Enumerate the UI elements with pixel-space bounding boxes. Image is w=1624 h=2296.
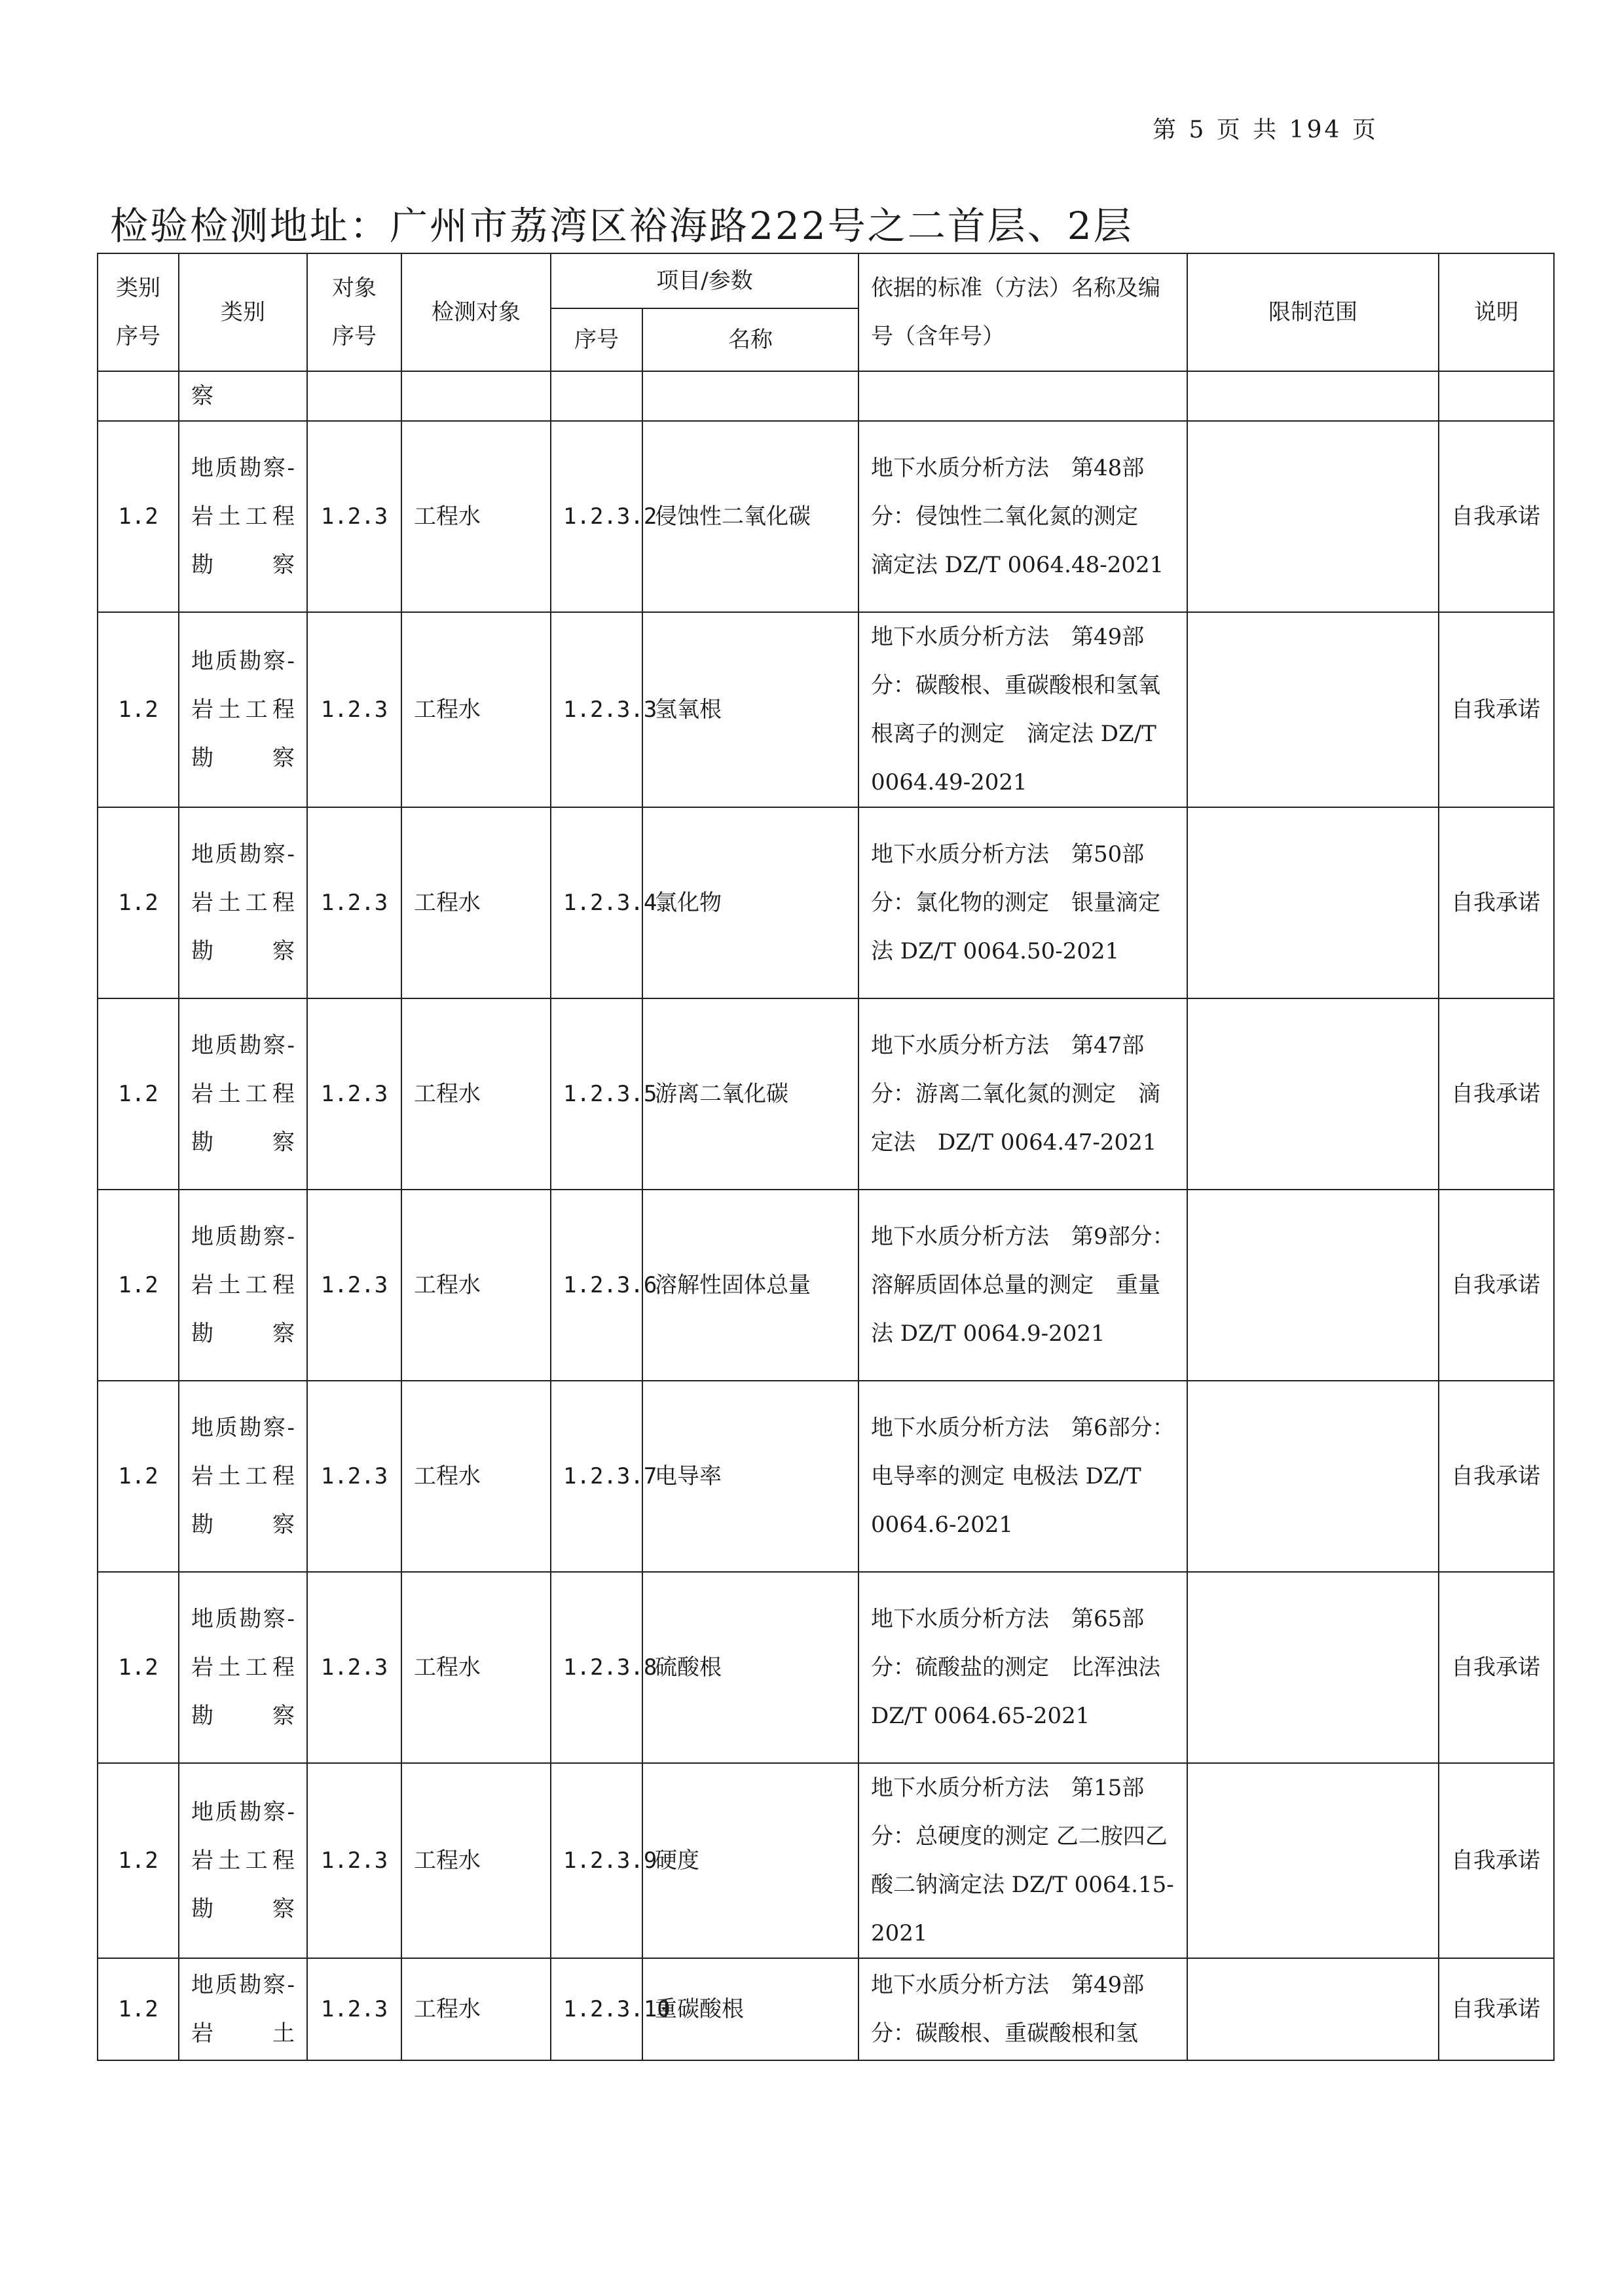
cell-obj-no: 1.2.3	[307, 807, 401, 998]
header-item-param: 项目/参数	[551, 253, 858, 308]
cell-item-no: 1.2.3.5	[551, 998, 642, 1190]
header-category: 类别	[179, 253, 307, 371]
header-item-no: 序号	[551, 308, 642, 371]
cell-obj-no: 1.2.3	[307, 1190, 401, 1381]
cell-item-no: 1.2.3.7	[551, 1381, 642, 1572]
cell-obj-no	[307, 371, 401, 421]
cell-note: 自我承诺	[1439, 421, 1554, 612]
cell-obj-no: 1.2.3	[307, 998, 401, 1190]
cell-limit	[1187, 998, 1439, 1190]
cell-category: 地质勘察-岩土	[179, 1958, 307, 2060]
cell-note: 自我承诺	[1439, 1572, 1554, 1763]
table-row	[98, 1381, 1554, 1572]
cell-category: 地质勘察-岩土工程勘察	[179, 807, 307, 998]
cell-category: 察	[179, 371, 307, 421]
cell-limit	[1187, 1190, 1439, 1381]
cell-note: 自我承诺	[1439, 1958, 1554, 2060]
cell-item-name	[642, 371, 858, 421]
cell-standard: 地下水质分析方法 第65部分：硫酸盐的测定 比浑浊法 DZ/T 0064.65-2021	[858, 1572, 1187, 1763]
cell-limit	[1187, 1763, 1439, 1958]
table-row	[98, 807, 1554, 998]
cell-item-name: 溶解性固体总量	[642, 1190, 858, 1381]
table-row	[98, 1190, 1554, 1381]
table-row	[98, 1763, 1554, 1958]
cell-standard: 地下水质分析方法 第47部分：游离二氧化氮的测定 滴定法 DZ/T 0064.47-2021	[858, 998, 1187, 1190]
cell-standard: 地下水质分析方法 第49部分：碳酸根、重碳酸根和氢	[858, 1958, 1187, 2060]
cell-item-name: 氢氧根	[642, 612, 858, 807]
cell-note: 自我承诺	[1439, 807, 1554, 998]
cell-note: 自我承诺	[1439, 1763, 1554, 1958]
cell-item-name: 重碳酸根	[642, 1958, 858, 2060]
table-row	[98, 421, 1554, 612]
cell-item-no: 1.2.3.8	[551, 1572, 642, 1763]
cell-object: 工程水	[401, 1381, 551, 1572]
cell-item-name: 侵蚀性二氧化碳	[642, 421, 858, 612]
page-number: 第 5 页 共 194 页	[1153, 117, 1378, 143]
cell-category: 地质勘察-岩土工程勘察	[179, 998, 307, 1190]
cell-category: 地质勘察-岩土工程勘察	[179, 1572, 307, 1763]
cell-standard: 地下水质分析方法 第9部分：溶解质固体总量的测定 重量法 DZ/T 0064.9-2021	[858, 1190, 1187, 1381]
cell-category: 地质勘察-岩土工程勘察	[179, 1190, 307, 1381]
cell-note: 自我承诺	[1439, 1190, 1554, 1381]
cell-obj-no: 1.2.3	[307, 421, 401, 612]
header-note: 说明	[1439, 253, 1554, 371]
cell-object: 工程水	[401, 807, 551, 998]
cell-limit	[1187, 1381, 1439, 1572]
cell-cat-no	[98, 371, 179, 421]
table-row	[98, 371, 1554, 421]
cell-item-no: 1.2.3.10	[551, 1958, 642, 2060]
cell-object: 工程水	[401, 421, 551, 612]
cell-cat-no: 1.2	[98, 1572, 179, 1763]
cell-obj-no: 1.2.3	[307, 1381, 401, 1572]
cell-item-no	[551, 371, 642, 421]
cell-note: 自我承诺	[1439, 612, 1554, 807]
cell-item-no: 1.2.3.2	[551, 421, 642, 612]
cell-item-no: 1.2.3.4	[551, 807, 642, 998]
cell-item-no: 1.2.3.6	[551, 1190, 642, 1381]
cell-object	[401, 371, 551, 421]
cell-item-name: 硬度	[642, 1763, 858, 1958]
cell-note: 自我承诺	[1439, 1381, 1554, 1572]
header-object: 检测对象	[401, 253, 551, 371]
cell-category: 地质勘察-岩土工程勘察	[179, 421, 307, 612]
cell-standard: 地下水质分析方法 第6部分：电导率的测定 电极法 DZ/T 0064.6-2021	[858, 1381, 1187, 1572]
cell-object: 工程水	[401, 612, 551, 807]
cell-limit	[1187, 371, 1439, 421]
cell-standard: 地下水质分析方法 第48部分：侵蚀性二氧化氮的测定 滴定法 DZ/T 0064.48-2021	[858, 421, 1187, 612]
cell-cat-no: 1.2	[98, 421, 179, 612]
cell-note: 自我承诺	[1439, 998, 1554, 1190]
cell-cat-no: 1.2	[98, 612, 179, 807]
cell-object: 工程水	[401, 1763, 551, 1958]
cell-cat-no: 1.2	[98, 807, 179, 998]
cell-limit	[1187, 1572, 1439, 1763]
header-item-name: 名称	[642, 308, 858, 371]
table-row	[98, 1958, 1554, 2060]
page-title: 检验检测地址：广州市荔湾区裕海路222号之二首层、2层	[110, 204, 1134, 248]
cell-cat-no: 1.2	[98, 1958, 179, 2060]
cell-limit	[1187, 807, 1439, 998]
header-standard: 依据的标准（方法）名称及编号（含年号）	[858, 253, 1187, 371]
cell-obj-no: 1.2.3	[307, 1572, 401, 1763]
cell-limit	[1187, 612, 1439, 807]
cell-item-name: 游离二氧化碳	[642, 998, 858, 1190]
cell-item-no: 1.2.3.3	[551, 612, 642, 807]
cell-cat-no: 1.2	[98, 998, 179, 1190]
cell-object: 工程水	[401, 1190, 551, 1381]
cell-standard	[858, 371, 1187, 421]
cell-item-name: 电导率	[642, 1381, 858, 1572]
cell-obj-no: 1.2.3	[307, 1763, 401, 1958]
cell-object: 工程水	[401, 1572, 551, 1763]
cell-standard: 地下水质分析方法 第50部分：氯化物的测定 银量滴定法 DZ/T 0064.50-2021	[858, 807, 1187, 998]
cell-cat-no: 1.2	[98, 1190, 179, 1381]
cell-object: 工程水	[401, 998, 551, 1190]
header-object-no: 对象 序号	[307, 253, 401, 371]
cell-item-name: 氯化物	[642, 807, 858, 998]
cell-cat-no: 1.2	[98, 1381, 179, 1572]
cell-limit	[1187, 1958, 1439, 2060]
cell-category: 地质勘察-岩土工程勘察	[179, 1381, 307, 1572]
table-row	[98, 998, 1554, 1190]
cell-standard: 地下水质分析方法 第15部分：总硬度的测定 乙二胺四乙酸二钠滴定法 DZ/T 0064.15-2021	[858, 1763, 1187, 1958]
cell-category: 地质勘察-岩土工程勘察	[179, 1763, 307, 1958]
cell-obj-no: 1.2.3	[307, 1958, 401, 2060]
cell-item-name: 硫酸根	[642, 1572, 858, 1763]
cell-item-no: 1.2.3.9	[551, 1763, 642, 1958]
specification-table	[97, 253, 1555, 2061]
table-row	[98, 612, 1554, 807]
cell-cat-no: 1.2	[98, 1763, 179, 1958]
cell-standard: 地下水质分析方法 第49部分：碳酸根、重碳酸根和氢氧根离子的测定 滴定法 DZ/T 0064.49-2021	[858, 612, 1187, 807]
header-limit: 限制范围	[1187, 253, 1439, 371]
cell-limit	[1187, 421, 1439, 612]
cell-obj-no: 1.2.3	[307, 612, 401, 807]
header-category-no: 类别 序号	[98, 253, 179, 371]
cell-object: 工程水	[401, 1958, 551, 2060]
cell-note	[1439, 371, 1554, 421]
cell-category: 地质勘察-岩土工程勘察	[179, 612, 307, 807]
table-row	[98, 1572, 1554, 1763]
